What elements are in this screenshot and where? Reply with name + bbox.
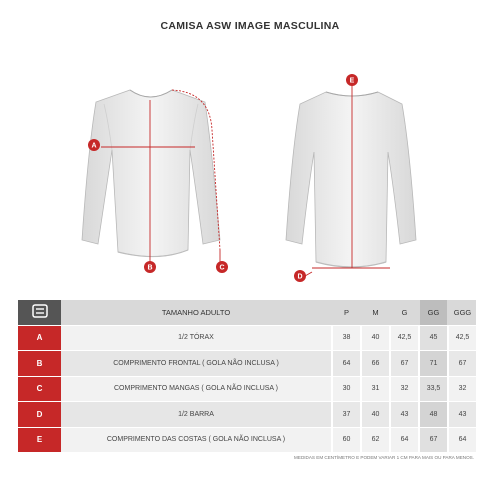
table-row [18, 376, 476, 402]
row-letter: C [18, 376, 61, 402]
svg-text:A: A [91, 142, 97, 150]
cell: 62 [362, 427, 389, 453]
asw-logo-icon [32, 304, 48, 318]
cell: 32 [391, 376, 418, 402]
cell: 67 [449, 351, 476, 377]
cell: 40 [362, 325, 389, 351]
asw-logo [18, 300, 61, 325]
marker-d [294, 270, 306, 282]
cell: 31 [362, 376, 389, 402]
table-header-row [18, 300, 476, 325]
row-label: COMPRIMENTO MANGAS ( GOLA NÃO INCLUSA ) [61, 376, 331, 402]
cell: 38 [333, 325, 360, 351]
marker-c [216, 261, 228, 273]
cell: 42,5 [391, 325, 418, 351]
cell: 71 [420, 351, 447, 377]
cell: 45 [420, 325, 447, 351]
cell: 48 [420, 402, 447, 428]
size-col-p: P [333, 300, 360, 325]
row-label: COMPRIMENTO DAS COSTAS ( GOLA NÃO INCLUSA ) [61, 427, 331, 453]
cell: 42,5 [449, 325, 476, 351]
table-header-label: TAMANHO ADULTO [61, 300, 331, 325]
cell: 66 [362, 351, 389, 377]
cell: 64 [333, 351, 360, 377]
svg-text:E: E [349, 77, 355, 85]
svg-text:B: B [147, 264, 153, 272]
svg-text:D: D [297, 273, 303, 281]
size-col-g: G [391, 300, 418, 325]
cell: 60 [333, 427, 360, 453]
marker-e [346, 74, 358, 86]
cell: 43 [391, 402, 418, 428]
size-col-gg: GG [420, 300, 447, 325]
cell: 67 [391, 351, 418, 377]
cell: 33,5 [420, 376, 447, 402]
page-title: CAMISA ASW IMAGE MASCULINA [160, 20, 340, 32]
table-row [18, 351, 476, 377]
marker-a [88, 139, 100, 151]
row-letter: B [18, 351, 61, 377]
back-shirt [286, 86, 416, 276]
cell: 67 [420, 427, 447, 453]
row-label: 1/2 TÓRAX [61, 325, 331, 351]
table-row [18, 325, 476, 351]
table-row [18, 402, 476, 428]
cell: 37 [333, 402, 360, 428]
size-table [18, 300, 476, 453]
cell: 43 [449, 402, 476, 428]
cell: 40 [362, 402, 389, 428]
cell: 64 [391, 427, 418, 453]
cell: 64 [449, 427, 476, 453]
front-shirt [82, 90, 220, 264]
row-label: 1/2 BARRA [61, 402, 331, 428]
row-letter: D [18, 402, 61, 428]
row-label: COMPRIMENTO FRONTAL ( GOLA NÃO INCLUSA ) [61, 351, 331, 377]
cell: 32 [449, 376, 476, 402]
size-col-m: M [362, 300, 389, 325]
svg-text:C: C [219, 264, 225, 272]
measurement-note: MEDIDAS EM CENTÍMETRO E PODEM VARIAR 1 CM PARA MAIS OU PARA MENOS. [294, 455, 474, 460]
table-row [18, 427, 476, 453]
row-letter: E [18, 427, 61, 453]
cell: 30 [333, 376, 360, 402]
row-letter: A [18, 325, 61, 351]
size-col-ggg: GGG [449, 300, 476, 325]
marker-b [144, 261, 156, 273]
